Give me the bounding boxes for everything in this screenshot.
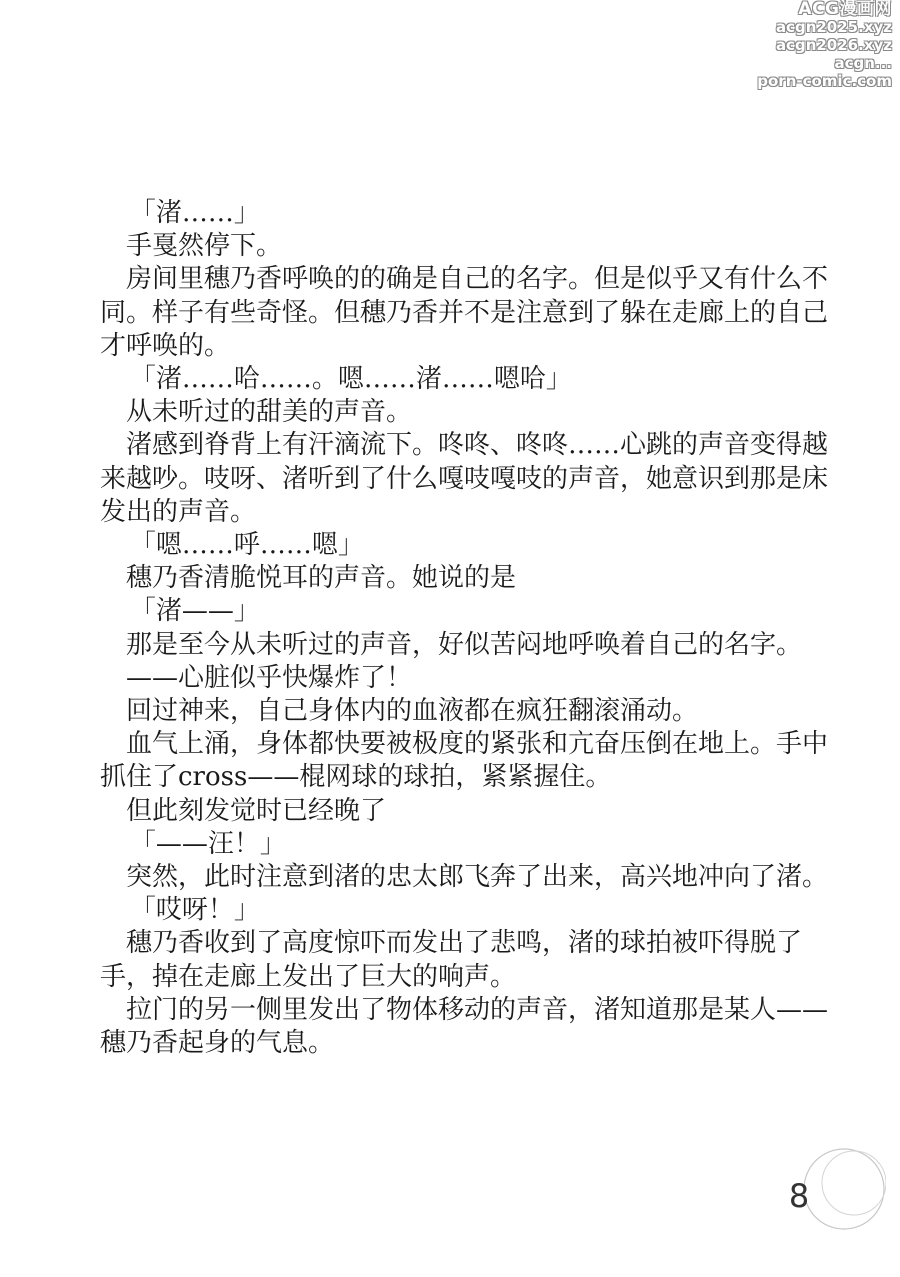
watermark-domain-2: acgn2026.xyz	[775, 36, 892, 54]
paragraph: 那是至今从未听过的声音，好似苦闷地呼唤着自己的名字。	[126, 629, 803, 660]
watermark-title: ACG漫画网	[798, 0, 892, 19]
paragraph: 突然，此时注意到渚的忠太郎飞奔了出来，高兴地冲向了渚。	[126, 862, 829, 893]
paragraph: 房间里穗乃香呼唤的的确是自己的名字。但是似乎又有什么不同。样子有些奇怪。但穗乃香并不是注意到了躲在走廊上的自己才呼唤的。	[100, 264, 829, 361]
paragraph: ——心脏似乎快爆炸了！	[126, 662, 413, 693]
paragraph: 「嗯……呼……嗯」	[129, 530, 364, 561]
watermark-domain-1: acgn2025.xyz	[775, 18, 892, 36]
page-footer	[766, 1139, 886, 1249]
watermark-domain-4: porn-comic.com	[757, 72, 892, 90]
site-watermark	[757, 0, 892, 90]
paragraph: 「——汪！」	[129, 828, 286, 859]
paragraph: 血气上涌，身体都快要被极度的紧张和亢奋压倒在地上。手中抓住了cross——棍网球的球拍，紧紧握住。	[100, 729, 829, 793]
paragraph: 「哎呀！」	[129, 895, 260, 926]
paragraph: 穗乃香清脆悦耳的声音。她说的是	[126, 563, 517, 594]
paragraph: 但此刻发觉时已经晚了	[126, 795, 387, 826]
paragraph: 穗乃香收到了高度惊吓而发出了悲鸣，渚的球拍被吓得脱了手，掉在走廊上发出了巨大的响声。	[100, 928, 803, 992]
paragraph: 「渚——」	[129, 596, 260, 627]
novel-text	[100, 197, 830, 1060]
paragraph: 回过神来，自己身体内的血液都在疯狂翻滚涌动。	[126, 696, 699, 727]
paragraph: 从未听过的甜美的声音。	[126, 397, 413, 428]
paragraph: 「渚……」	[129, 198, 260, 228]
watermark-domain-3: acgn...	[834, 54, 892, 72]
page-number: 8	[788, 1177, 810, 1215]
paragraph: 渚感到脊背上有汗滴流下。咚咚、咚咚……心跳的声音变得越来越吵。吱呀、渚听到了什么嘎吱嘎吱的声音，她意识到那是床发出的声音。	[100, 430, 829, 527]
paragraph: 「渚……哈……。嗯……渚……嗯哈」	[129, 364, 572, 395]
paragraph: 拉门的另一侧里发出了物体移动的声音，渚知道那是某人——穗乃香起身的气息。	[100, 994, 829, 1059]
paragraph: 手戛然停下。	[126, 231, 283, 262]
